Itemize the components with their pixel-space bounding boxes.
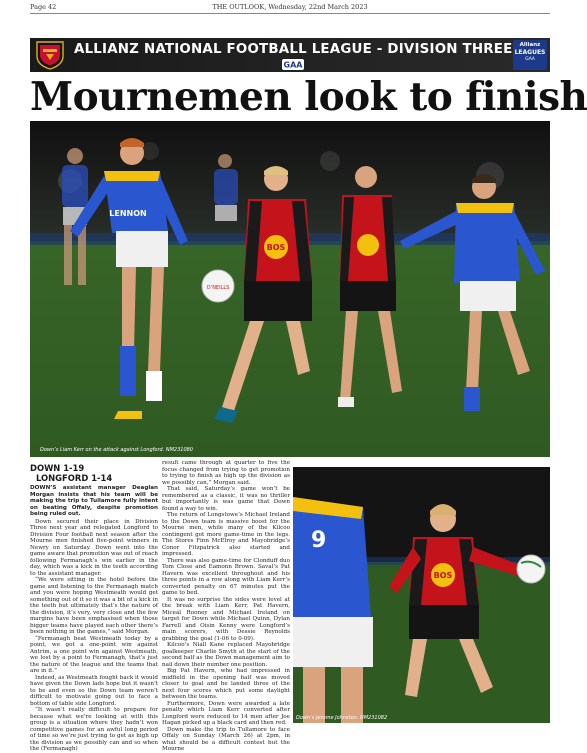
page-number: Page 42 [30, 3, 57, 11]
article-paragraph: “It wasn’t really difficult to prepare for because what we’re looking at with this group is a situation where they hadn’t won competitive games for an awful long period of time so we’re just trying to get as high up the division as we possibly can and so when the (Fermanagh) [30, 707, 158, 752]
article-column-2 [162, 460, 290, 752]
football [202, 270, 234, 302]
gaa-logo-text: GAA [283, 60, 303, 70]
side-photo-caption: Down’s Jerome Johnston. NM231082 [296, 715, 388, 721]
article-paragraph: Indeed, as Westmeath fought back it would have given the Down lads hope but it wasn’t to be and even so the Down team weren’t difficult to motivate going out to face a bottom of table side Longford. [30, 674, 158, 707]
county-crest-icon [34, 40, 66, 70]
article-column-1 [30, 485, 158, 752]
article-standfirst: DOWN’S assistant manager Deaglan Morgan insists that his team will be making the trip to Tullamore fully intent on beating Offaly, despite promotion being ruled out. [30, 485, 158, 517]
banner-title: ALLIANZ NATIONAL FOOTBALL LEAGUE - DIVISION THREE [74, 42, 513, 57]
svg-text:9: 9 [311, 528, 327, 553]
article-paragraph: There was also game-time for Clonduff duo Tom Close and Eamonn Brown. Saval’s Pat Havern was excellent throughout and his three points in a row along with Liam Kerr’s converted penalty on 67 minutes put the game to bed. [162, 557, 290, 596]
league-logo-line2: LEAGUES [514, 49, 546, 56]
article-paragraph: Kilcoo’s Niall Kane replaced Mayobridge goalkeeper Charlie Smyth at the start of the second half as the Down management aim to nail down their number one position. [162, 642, 290, 668]
article-paragraph: It was no surprise the sides were level at the break with Liam Kerr, Pat Havern, Miceál Rooney and Michael Ireland on target for Down while Michael Quinn, Dylan Farrell and Oisin Kenny were Longford’s main scorers, with Dessie Reynolds grabbing the goal (1-06 to 0-09). [162, 596, 290, 642]
side-match-photo [293, 467, 550, 723]
main-photo-illustration [30, 121, 550, 457]
blue-jersey-text: LENNON [109, 209, 147, 218]
red-jersey-text: BOS [266, 243, 286, 252]
article-paragraph: “We were sitting in the hotel before the game and listening to the Fermanagh match and you were hoping Westmeath would get something out of it so it was a bit of a kick in the teeth but ultimately that’s the nature of the division, it’s very, very close and the few margins have been emphasised when those bigger teams have played each other there’s been nothing in the games,” said Morgan. [30, 577, 158, 635]
league-logo-line1: Allianz [519, 42, 541, 48]
article-paragraph: Furthermore, Down were awarded a late penalty which Liam Kerr converted after Longford were reduced to 14 men after Joe Hagan picked up a black card and then red. [162, 700, 290, 726]
score-away: LONGFORD 1-14 [36, 473, 113, 483]
article-paragraph: Down secured their place in Division Three next year and relegated Longford to Division Four football next season after the Mourne men finished five-point winners in Newry on Saturday. Down went into the game aware that promotion was out of reach following Fermanagh’s win earlier in the day, which was a kick in the teeth according to the assistant manager. [30, 518, 158, 577]
publication-line: THE OUTLOOK, Wednesday, 22nd March 2023 [212, 3, 368, 11]
ball-brand-text: O’NEILLS [206, 285, 230, 291]
article-paragraph: Down make the trip to Tullamore to face Offaly on Sunday (March 26) at 2pm, in what should be a difficult contest but the Mourne [162, 726, 290, 752]
section-banner [30, 38, 550, 72]
headline: Mournemen look to finish [30, 74, 587, 120]
football-side [517, 555, 545, 583]
folio [30, 3, 550, 14]
main-photo-caption: Down’s Liam Kerr on the attack against Longford. NM231080 [40, 447, 193, 453]
scoreline [30, 463, 160, 483]
article-paragraph: result came through at quarter to five the focus changed from trying to get promotion to trying to finish as high up the division as we possibly can,” Morgan said. [162, 460, 290, 486]
main-match-photo [30, 121, 550, 457]
side-photo-illustration [293, 467, 550, 723]
score-home: DOWN 1-19 [30, 463, 85, 473]
league-logo-line3: GAA [525, 57, 535, 62]
article-paragraph: “Fermanagh beat Westmeath today by a point, we got a one-point win against Antrim, a one point win against Westmeath, we lost by a point to Fermanagh, that’s just the nature of the league and the teams that are in it.” [30, 635, 158, 674]
article-paragraph: Big Pat Havern, who had impressed in midfield in the opening half was moved closer to goal and he landed three of the next four scores which put some daylight between the teams. [162, 668, 290, 700]
side-jersey-text: BOS [433, 571, 453, 580]
article-paragraph: The return of Longstowe’s Michael Ireland to the Down team is massive boost for the Mourne men, while many of the Kilcoo contingent got more game-time in the legs. The Stores Finn McElroy and Mayobridge’s Conor Fitzpatrick also started and impressed. [162, 512, 290, 557]
gaa-logo-icon [282, 59, 304, 70]
article-paragraph: That said, Saturday’s game won’t be remembered as a classic, it was no thriller but importantly is was game that Down found a way to win. [162, 486, 290, 512]
allianz-league-logo [513, 40, 547, 70]
